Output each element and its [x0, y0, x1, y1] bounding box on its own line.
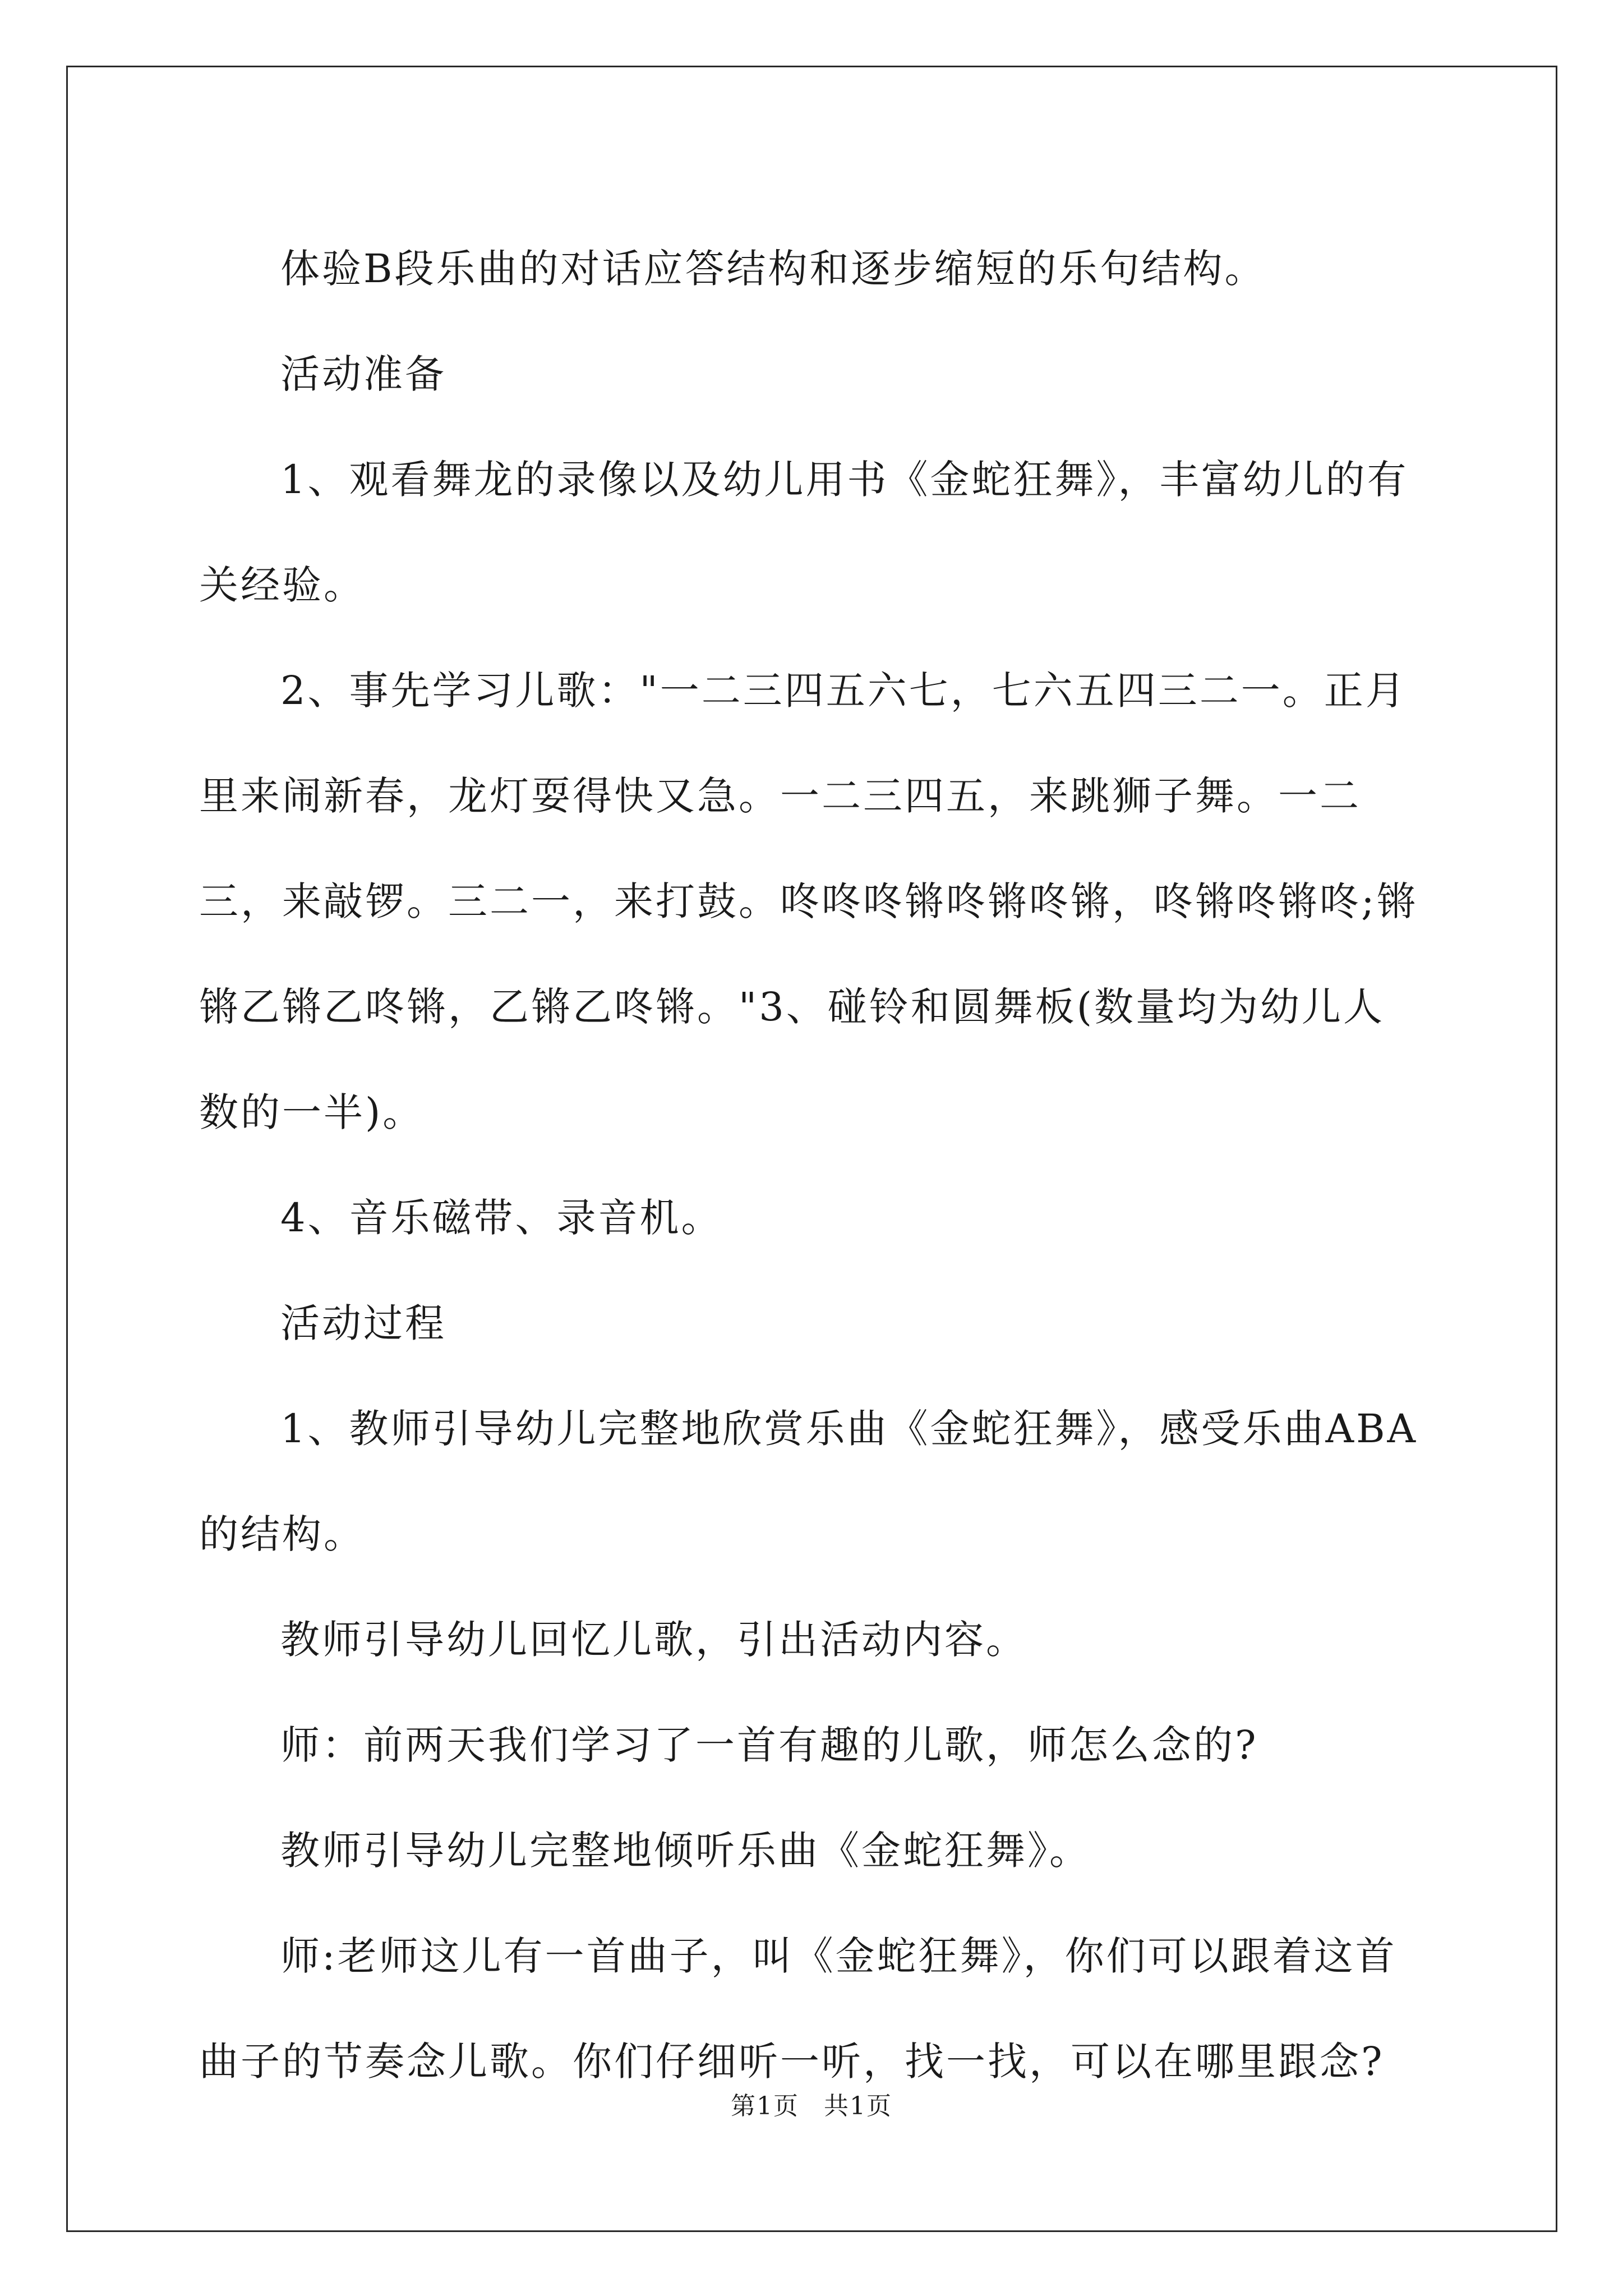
section-heading-process: 活动过程 — [280, 1300, 446, 1346]
page-footer — [0, 2086, 1623, 2122]
page-total: 共1页 — [824, 2092, 892, 2120]
paragraph: 师：前两天我们学习了一首有趣的儿歌，师怎么念的? — [280, 1722, 1258, 1768]
paragraph: 1、观看舞龙的录像以及幼儿用书《金蛇狂舞》，丰富幼儿的有关经验。 — [199, 457, 1409, 608]
paragraph: 1、教师引导幼儿完整地欣赏乐曲《金蛇狂舞》，感受乐曲ABA的结构。 — [199, 1406, 1418, 1557]
paragraph: 4、音乐磁带、录音机。 — [280, 1195, 723, 1241]
paragraph: 2、事先学习儿歌："一二三四五六七，七六五四三二一。正月里来闹新春，龙灯耍得快又急。一二三四五，来跳狮子舞。一二三，来敲锣。三二一，来打鼓。咚咚咚锵咚锵咚锵，咚锵咚锵咚;锵锵乙锵乙咚锵，乙锵乙咚锵。"3、碰铃和圆舞板(数量均为幼儿人数的一半)。 — [199, 668, 1418, 1135]
paragraph: 教师引导幼儿完整地倾听乐曲《金蛇狂舞》。 — [280, 1828, 1091, 1874]
paragraph: 师:老师这儿有一首曲子，叫《金蛇狂舞》，你们可以跟着这首曲子的节奏念儿歌。你们仔细听一听，找一找，可以在哪里跟念? — [199, 1933, 1397, 2085]
page-number: 第1页 — [731, 2092, 799, 2120]
paragraph: 教师引导幼儿回忆儿歌，引出活动内容。 — [280, 1617, 1027, 1663]
paragraph: 体验B段乐曲的对话应答结构和逐步缩短的乐句结构。 — [280, 246, 1266, 292]
section-heading-preparation: 活动准备 — [280, 351, 446, 397]
document-body — [199, 216, 1424, 2114]
